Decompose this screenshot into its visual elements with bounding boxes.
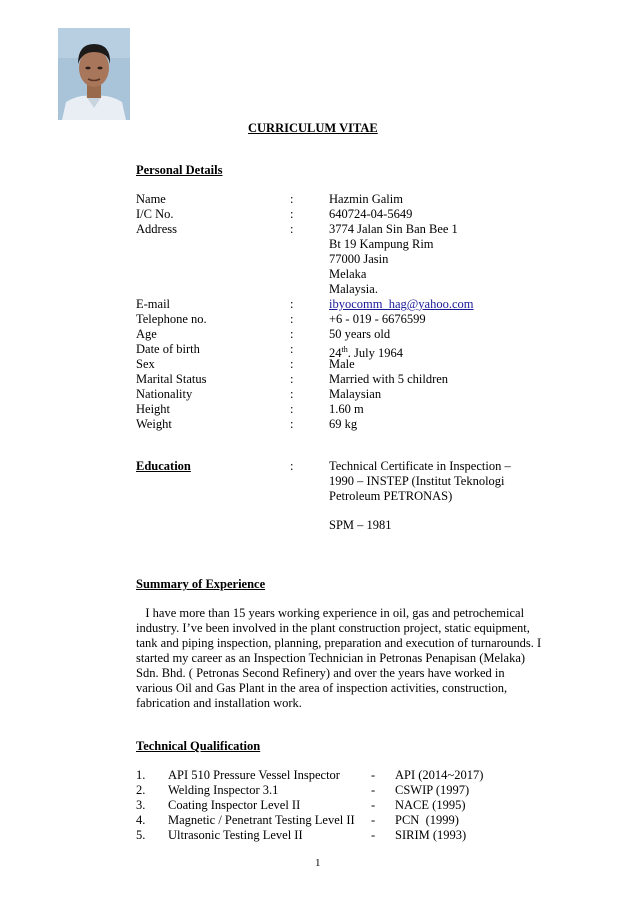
qualification-number: 3. [136, 798, 146, 812]
detail-label: I/C No. [136, 207, 174, 221]
detail-value: 69 kg [329, 417, 358, 431]
education-line: 1990 – INSTEP (Institut Teknologi [329, 474, 505, 488]
education-line: Petroleum PETRONAS) [329, 489, 453, 503]
detail-colon: : [290, 222, 294, 236]
detail-value: +6 - 019 - 6676599 [329, 312, 426, 326]
summary-line: I have more than 15 years working experience in oil, gas and petrochemical [136, 606, 525, 620]
summary-line: various Oil and Gas Plant in the area of inspection activities, construction, [136, 681, 508, 695]
summary-line: started my career as an Inspection Technician in Petronas Penapisan (Melaka) [136, 651, 526, 665]
detail-value: Malaysian [329, 387, 382, 401]
qualification-name: API 510 Pressure Vessel Inspector [168, 768, 340, 782]
document-title: CURRICULUM VITAE [248, 121, 378, 135]
detail-colon: : [290, 387, 294, 401]
detail-label: Name [136, 192, 166, 206]
qualification-name: Welding Inspector 3.1 [168, 783, 279, 797]
detail-value: Bt 19 Kampung Rim [329, 237, 434, 251]
qualification-dash: - [371, 798, 376, 812]
detail-value: Male [329, 357, 355, 371]
qualification-dash: - [371, 783, 376, 797]
summary-line: tank and piping inspection, planning, preparation and execution of turnarounds. I [136, 636, 542, 650]
detail-colon: : [290, 417, 294, 431]
qualification-name: Magnetic / Penetrant Testing Level II [168, 813, 355, 827]
detail-colon: : [290, 342, 294, 356]
detail-label: Sex [136, 357, 155, 371]
qualification-dash: - [371, 828, 376, 842]
qualification-cert: NACE (1995) [395, 798, 466, 812]
detail-value: 50 years old [329, 327, 391, 341]
portrait-photo [58, 28, 130, 120]
personal-details-heading: Personal Details [136, 163, 223, 177]
summary-line: industry. I’ve been involved in the plant construction project, static equipment, [136, 621, 530, 635]
qualification-number: 4. [136, 813, 146, 827]
detail-label: Marital Status [136, 372, 207, 386]
detail-label: Address [136, 222, 177, 236]
qualification-cert: PCN (1999) [395, 813, 459, 827]
qualification-number: 5. [136, 828, 146, 842]
education-spm: SPM – 1981 [329, 518, 392, 532]
detail-label: Weight [136, 417, 172, 431]
detail-label: E-mail [136, 297, 171, 311]
detail-value: 77000 Jasin [329, 252, 389, 266]
education-heading: Education [136, 459, 191, 473]
detail-label: Telephone no. [136, 312, 207, 326]
detail-value: Malaysia. [329, 282, 378, 296]
summary-line: fabrication and installation work. [136, 696, 302, 710]
detail-value: 1.60 m [329, 402, 364, 416]
dob-rest: . July 1964 [347, 346, 403, 361]
detail-label: Date of birth [136, 342, 200, 356]
qualification-cert: SIRIM (1993) [395, 828, 467, 842]
qualification-heading: Technical Qualification [136, 739, 261, 753]
summary-line: Sdn. Bhd. ( Petronas Second Refinery) and over the years have worked in [136, 666, 505, 680]
page-number: 1 [315, 857, 321, 869]
detail-colon: : [290, 357, 294, 371]
dob-day: 24 [329, 346, 342, 361]
summary-heading: Summary of Experience [136, 577, 266, 591]
detail-colon: : [290, 372, 294, 386]
detail-colon: : [290, 327, 294, 341]
qualification-name: Coating Inspector Level II [168, 798, 301, 812]
education-line: Technical Certificate in Inspection – [329, 459, 511, 473]
education-colon: : [290, 459, 294, 473]
qualification-name: Ultrasonic Testing Level II [168, 828, 303, 842]
detail-value: Married with 5 children [329, 372, 449, 386]
detail-value: Melaka [329, 267, 367, 281]
email-link[interactable]: ibyocomm_hag@yahoo.com [329, 297, 474, 311]
dob-suffix: th [341, 345, 348, 354]
detail-colon: : [290, 312, 294, 326]
qualification-number: 2. [136, 783, 146, 797]
qualification-number: 1. [136, 768, 146, 782]
detail-value: 3774 Jalan Sin Ban Bee 1 [329, 222, 458, 236]
qualification-dash: - [371, 813, 376, 827]
detail-value: Hazmin Galim [329, 192, 403, 206]
detail-colon: : [290, 402, 294, 416]
detail-colon: : [290, 207, 294, 221]
qualification-cert: API (2014~2017) [395, 768, 484, 782]
detail-colon: : [290, 297, 294, 311]
detail-label: Height [136, 402, 171, 416]
detail-label: Nationality [136, 387, 193, 401]
qualification-dash: - [371, 768, 376, 782]
qualification-cert: CSWIP (1997) [395, 783, 470, 797]
detail-value: 640724-04-5649 [329, 207, 413, 221]
detail-colon: : [290, 192, 294, 206]
detail-label: Age [136, 327, 157, 341]
